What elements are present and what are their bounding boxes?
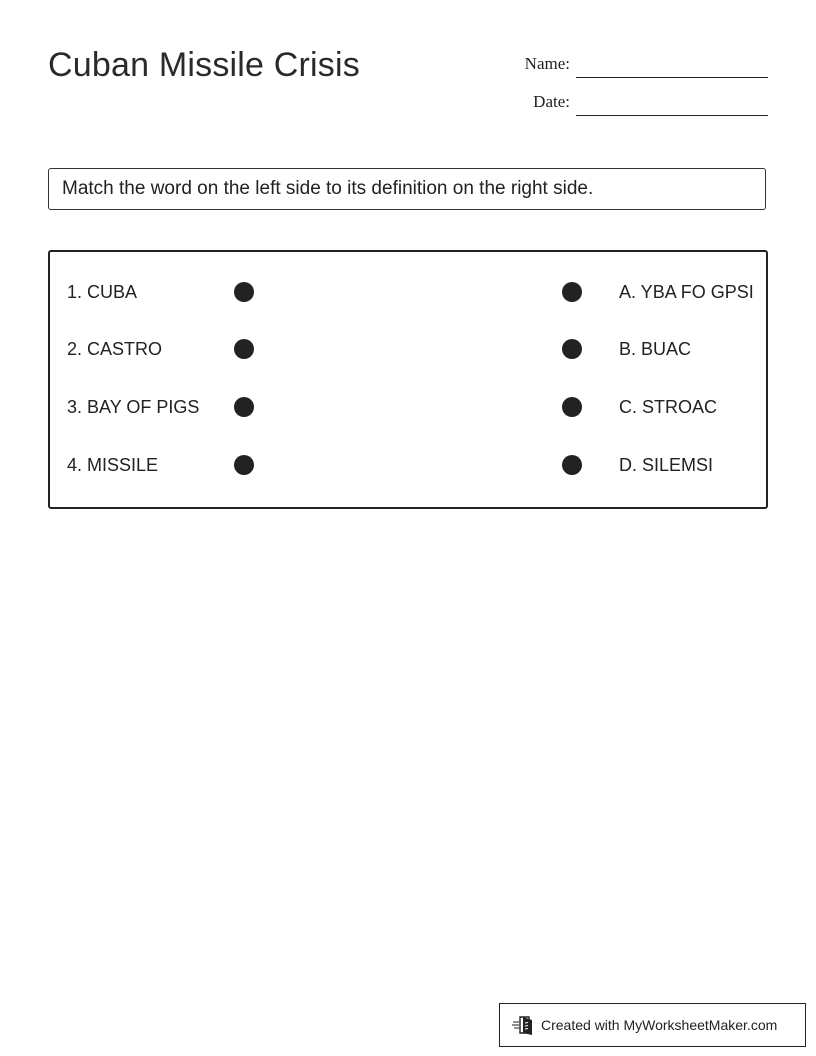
name-line[interactable] [576,77,768,78]
left-connector-dot[interactable] [234,339,254,359]
right-word: B. BUAC [619,339,692,359]
match-row [50,450,766,480]
left-connector-dot[interactable] [234,397,254,417]
worksheet-title: Cuban Missile Crisis [48,46,360,84]
right-connector-dot[interactable] [562,455,582,475]
left-word: 4. MISSILE [67,455,159,475]
match-row [50,277,766,307]
left-word: 3. BAY OF PIGS [67,397,200,417]
matching-box [48,250,768,509]
right-word: A. YBA FO GPSI [619,282,754,302]
match-row [50,392,766,422]
left-word: 2. CASTRO [67,339,163,359]
left-connector-dot[interactable] [234,282,254,302]
right-connector-dot[interactable] [562,282,582,302]
date-label: Date: [533,92,570,111]
left-connector-dot[interactable] [234,455,254,475]
match-row [50,334,766,364]
instructions-text: Match the word on the left side to its definition on the right side. [62,178,594,199]
instructions-box [48,168,766,210]
footer-credit[interactable] [499,1003,806,1047]
footer-text: Created with MyWorksheetMaker.com [541,1017,778,1033]
date-field[interactable] [500,86,768,116]
right-connector-dot[interactable] [562,397,582,417]
right-word: C. STROAC [619,397,718,417]
left-word: 1. CUBA [67,282,138,302]
right-word: D. SILEMSI [619,455,714,475]
name-label: Name: [524,54,570,73]
worksheet-maker-logo-icon [512,1014,534,1036]
right-connector-dot[interactable] [562,339,582,359]
date-line[interactable] [576,115,768,116]
name-field[interactable] [500,48,768,78]
